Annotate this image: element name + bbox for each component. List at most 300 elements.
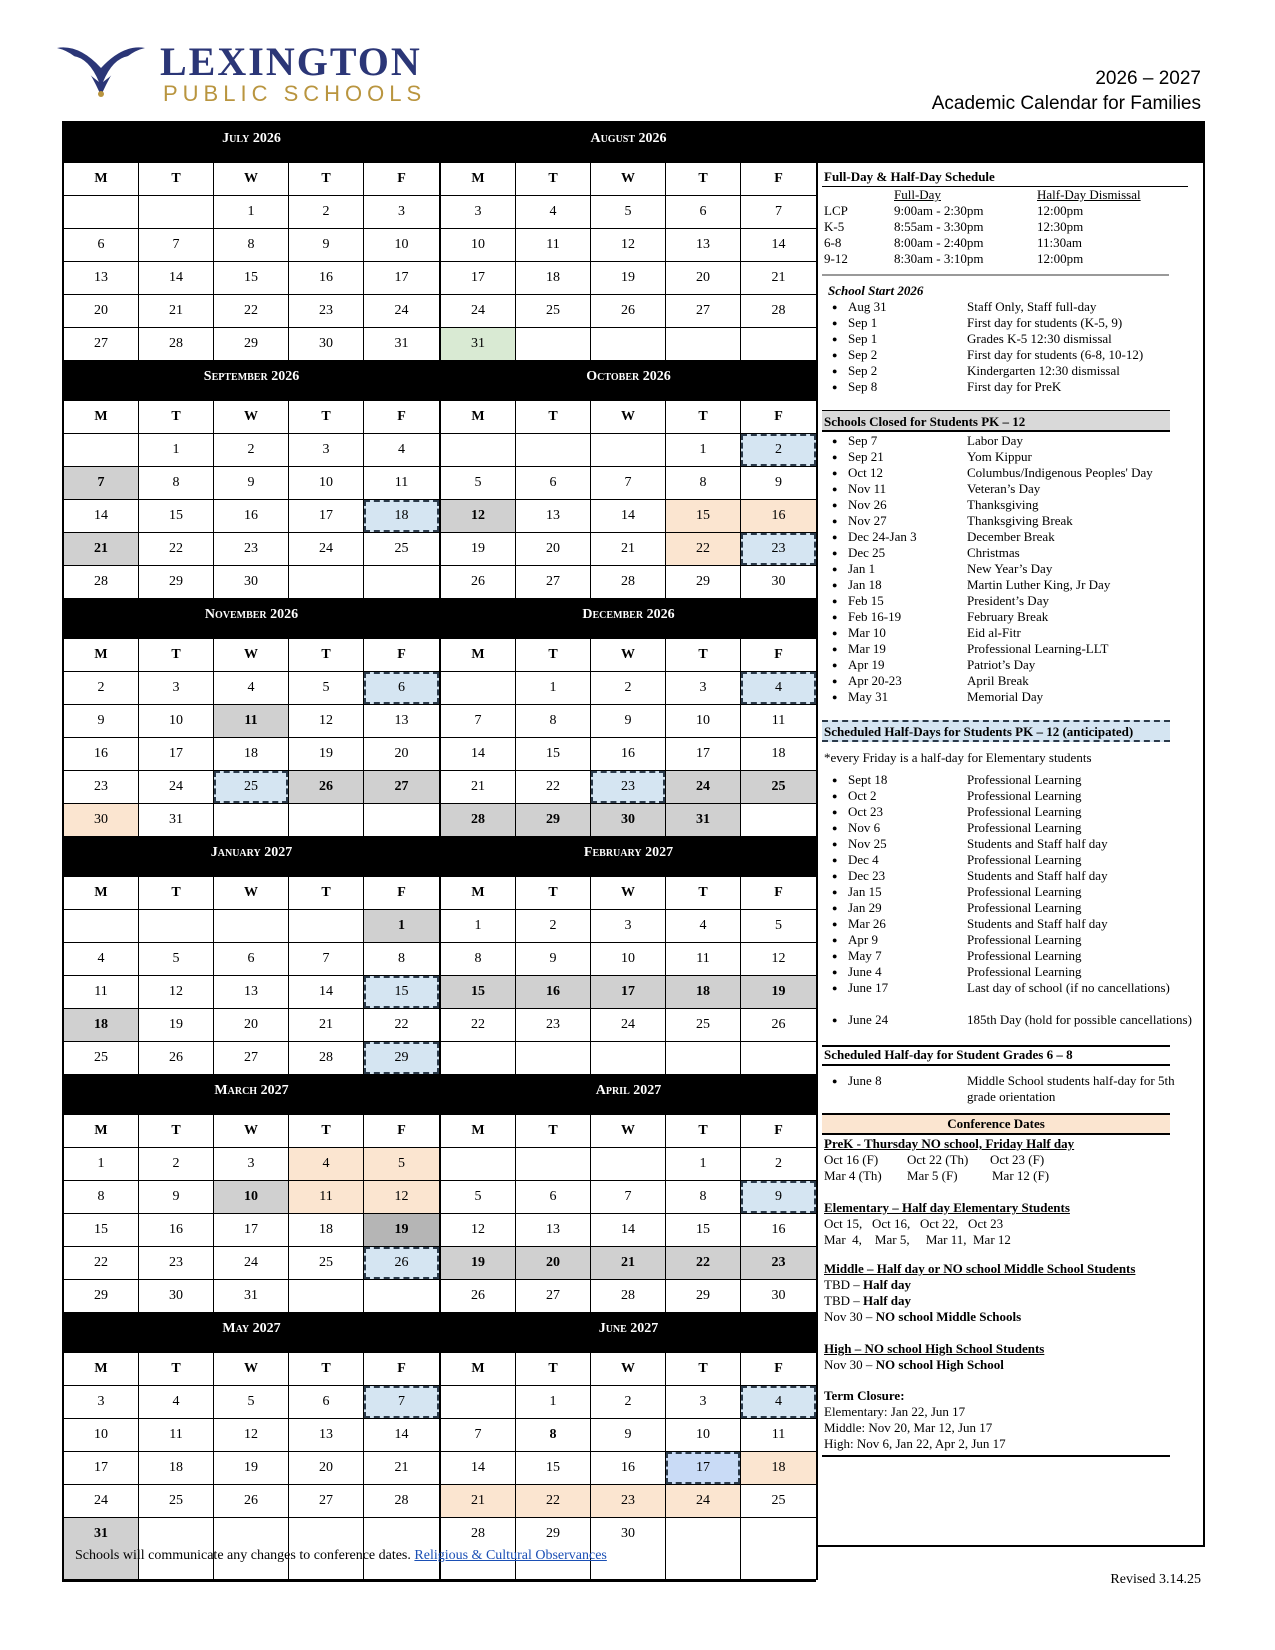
middle-line: Nov 30 – NO school Middle Schools [824, 1309, 1022, 1324]
day-cell: 7 [441, 1419, 516, 1452]
day-cell: 26 [214, 1485, 289, 1518]
day-cell: 21 [364, 1452, 439, 1485]
day-cell: 25 [364, 533, 439, 566]
day-cell: 4 [289, 1148, 364, 1181]
day-cell: 27 [289, 1485, 364, 1518]
day-cell: 4 [364, 434, 439, 467]
day-cell: 23 [591, 1485, 666, 1518]
day-cell: 30 [289, 328, 364, 361]
week-row [441, 771, 816, 804]
day-cell: 10 [214, 1181, 289, 1214]
day-cell: 26 [441, 1280, 516, 1313]
day-cell [139, 196, 214, 229]
week-row [441, 804, 816, 837]
month-title: April 2027 [441, 1075, 816, 1115]
day-cell: 20 [666, 262, 741, 295]
prek-date: Mar 12 (F) [992, 1168, 1050, 1183]
day-cell: 27 [516, 566, 591, 599]
month-nov [64, 599, 441, 837]
prek-title: PreK - Thursday NO school, Friday Half day [824, 1136, 1075, 1151]
weekday-header: M [64, 639, 139, 672]
day-cell: 3 [64, 1386, 139, 1419]
day-cell: 11 [139, 1419, 214, 1452]
day-cell: 12 [441, 1214, 516, 1247]
week-row [64, 1485, 439, 1518]
day-cell: 9 [289, 229, 364, 262]
high-title: High – NO school High School Students [824, 1341, 1045, 1356]
weekday-header: T [666, 1353, 741, 1386]
week-row [441, 1181, 816, 1214]
weekday-header: T [516, 877, 591, 910]
document-title: Academic Calendar for Families [931, 93, 1201, 114]
day-cell: 1 [666, 434, 741, 467]
half-days-note: *every Friday is a half-day for Elementary students [824, 750, 1092, 765]
day-cell: 6 [64, 229, 139, 262]
day-cell: 29 [364, 1042, 439, 1075]
week-row [441, 1485, 816, 1518]
week-row [64, 1042, 439, 1075]
day-cell: 11 [666, 943, 741, 976]
day-cell: 16 [591, 1452, 666, 1485]
month-apr [441, 1075, 818, 1313]
day-cell: 17 [591, 976, 666, 1009]
week-row [64, 1009, 439, 1042]
schedule-col-full: Full-Day [894, 187, 941, 202]
day-cell: 9 [64, 705, 139, 738]
day-cell: 19 [139, 1009, 214, 1042]
day-cell: 23 [64, 771, 139, 804]
day-cell: 2 [139, 1148, 214, 1181]
day-cell: 24 [364, 295, 439, 328]
day-cell: 1 [64, 1148, 139, 1181]
day-cell [289, 804, 364, 837]
week-row [441, 295, 816, 328]
day-cell: 17 [289, 500, 364, 533]
week-row [64, 1452, 439, 1485]
day-cell [666, 1042, 741, 1075]
day-cell: 24 [666, 771, 741, 804]
week-row [64, 1214, 439, 1247]
day-cell [591, 1148, 666, 1181]
week-row [441, 467, 816, 500]
day-cell: 5 [214, 1386, 289, 1419]
weekday-header: W [214, 401, 289, 434]
day-cell: 4 [666, 910, 741, 943]
school-start-title: School Start 2026 [828, 283, 924, 298]
day-cell: 10 [666, 1419, 741, 1452]
weekday-header: T [666, 1115, 741, 1148]
day-cell: 12 [139, 976, 214, 1009]
weekday-header: M [441, 163, 516, 196]
day-cell: 20 [214, 1009, 289, 1042]
day-cell: 29 [516, 804, 591, 837]
day-cell [591, 1042, 666, 1075]
weekday-header: F [364, 1115, 439, 1148]
day-cell [364, 804, 439, 837]
day-cell: 25 [516, 295, 591, 328]
week-row [441, 1042, 816, 1075]
day-cell: 1 [214, 196, 289, 229]
month-jul [64, 123, 441, 361]
week-row [64, 943, 439, 976]
day-cell: 21 [441, 1485, 516, 1518]
day-cell [516, 1042, 591, 1075]
month-title: March 2027 [64, 1075, 439, 1115]
prek-date: Mar 4 (Th) [824, 1168, 882, 1183]
day-cell: 3 [441, 196, 516, 229]
weekday-header: F [364, 163, 439, 196]
day-cell: 23 [741, 533, 816, 566]
day-cell: 21 [139, 295, 214, 328]
day-cell: 5 [741, 910, 816, 943]
week-row [64, 771, 439, 804]
day-cell: 13 [516, 500, 591, 533]
weekday-header: W [214, 1115, 289, 1148]
info-panel: Full-Day & Half-Day Schedule Full-Day Half-Day Dismissal LCP 9:00am - 2:30pm 12:00pm K-5 8:55am - 3:30pm 12:30pm 6-8 8:00am - 2:40pm 11:30am 9-12 8:30am - 3:10pm 12:00pm School Start 2026 Aug 31 Staff Only, Staff full-day Sep 1 First day for students (K-5, 9) Sep 1 Grades K-5 12:30 dismissal Sep 2 First day for students (6-8, 10-12) Sep 2 Kindergarten 12:30 dismissal Sep 8 First day for PreK Schools Closed for Students PK – 12 Sep 7 Labor Day Sep 21 Yom Kippur Oct 12 Columbus/Indigenous Peoples' Day Nov 11 Veteran’s Day Nov 26 Thanksgiving Nov 27 Thanksgiving Break Dec 24-Jan 3 December Break Dec 25 Christmas Jan 1 New Year’s Day Jan 18 Martin Luther King, Jr Day Feb 15 President’s Day Feb 16-19 February Break Mar 10 Eid al-Fitr Mar 19 Professional Learning-LLT Apr 19 Patriot’s Day Apr 20-23 April Break May 31 Memorial Day Scheduled Half-Days for Students PK – 12 (anticipated) *every Friday is a half-day for Elementary students Sept 18 Professional Learning Oct 2 Professional Learning Oct 23 Professional Learning Nov 6 Professional Learning Nov 25 Students and Staff half day Dec 4 Professional Learning Dec 23 Students and Staff half day Jan 15 Professional Learning Jan 29 Professional Learning Mar 26 Students and Staff half day Apr 9 Professional Learning May 7 Professional Learning June 4 Professional Learning June 17 Last day of school (if no cancellations) June 24 185th Day (hold for possible cancellations) Scheduled Half-day for Student Grades 6 – 8 June 8 Middle School students half-day for 5th grade orientation Conference Dates PreK - Thursday NO school, Friday Half day Oct 16 (F) Oct 22 (Th) Oct 23 (F) Mar 4 (Th) Mar 5 (F) Mar 12 (F) Elementary – Half day Elementary Students Oct 15, Oct 16, Oct 22, Oct 23 Mar 4, Mar 5, Mar 11, Mar 12 Middle – Half day or NO school Middle School Students TBD – Half day TBD – Half day Nov 30 – NO school Middle Schools High – NO school High School Students Nov 30 – NO school High School Term Closure: Elementary: Jan 22, Jun 17 Middle: Nov 20, Mar 12, Jun 17 High: Nov 6, Jan 22, Apr 2, Jun 17 [816, 121, 1205, 1547]
day-cell: 30 [591, 1518, 666, 1580]
day-cell: 15 [516, 738, 591, 771]
day-cell: 2 [289, 196, 364, 229]
month-dec [441, 599, 818, 837]
day-cell [516, 1148, 591, 1181]
day-cell: 18 [289, 1214, 364, 1247]
month-row [64, 599, 816, 837]
week-row [441, 672, 816, 705]
weekday-header: M [441, 877, 516, 910]
weekday-header: W [591, 639, 666, 672]
week-row [441, 1148, 816, 1181]
prek-date: Oct 16 (F) [824, 1152, 879, 1167]
day-cell: 11 [741, 705, 816, 738]
month-aug [441, 123, 818, 361]
day-cell: 31 [666, 804, 741, 837]
week-row [64, 295, 439, 328]
week-row [64, 1148, 439, 1181]
day-cell: 2 [591, 1386, 666, 1419]
day-cell: 24 [214, 1247, 289, 1280]
day-cell: 29 [139, 566, 214, 599]
day-cell: 14 [139, 262, 214, 295]
month-title: September 2026 [64, 361, 439, 401]
day-cell [591, 434, 666, 467]
schedule-title: Full-Day & Half-Day Schedule [824, 169, 995, 184]
middle-line: TBD – Half day [824, 1277, 912, 1292]
month-jun [441, 1313, 818, 1580]
day-cell: 20 [516, 533, 591, 566]
day-cell: 24 [289, 533, 364, 566]
week-row [441, 705, 816, 738]
day-cell: 26 [441, 566, 516, 599]
schedule-half: 12:30pm [1037, 219, 1084, 234]
day-cell: 16 [741, 500, 816, 533]
day-cell: 15 [139, 500, 214, 533]
weekday-header: W [591, 401, 666, 434]
day-cell: 2 [64, 672, 139, 705]
weekday-header: T [516, 1353, 591, 1386]
weekday-header: W [214, 639, 289, 672]
day-cell: 2 [214, 434, 289, 467]
day-cell: 15 [64, 1214, 139, 1247]
schedule-half: 12:00pm [1037, 203, 1084, 218]
day-cell: 24 [666, 1485, 741, 1518]
day-cell: 9 [139, 1181, 214, 1214]
day-cell: 18 [516, 262, 591, 295]
day-cell: 25 [666, 1009, 741, 1042]
month-title: July 2026 [64, 123, 439, 163]
weekday-header: T [289, 163, 364, 196]
week-row [441, 434, 816, 467]
weekday-header: M [64, 1353, 139, 1386]
half-days-title: Scheduled Half-Days for Students PK – 12 (anticipated) [824, 724, 1134, 739]
day-cell: 1 [441, 910, 516, 943]
day-cell: 29 [666, 1280, 741, 1313]
day-cell: 7 [591, 467, 666, 500]
weekday-header: M [441, 1115, 516, 1148]
weekday-header: M [441, 639, 516, 672]
weekday-header: T [289, 1353, 364, 1386]
day-cell: 20 [289, 1452, 364, 1485]
day-cell: 16 [64, 738, 139, 771]
day-cell [441, 672, 516, 705]
schedule-full: 8:00am - 2:40pm [894, 235, 984, 250]
day-cell: 3 [666, 1386, 741, 1419]
day-cell: 21 [591, 533, 666, 566]
day-cell: 11 [516, 229, 591, 262]
day-cell: 18 [741, 1452, 816, 1485]
day-cell: 28 [441, 1518, 516, 1580]
day-cell: 31 [139, 804, 214, 837]
day-cell: 28 [591, 1280, 666, 1313]
day-cell: 7 [441, 705, 516, 738]
day-cell [666, 1518, 741, 1580]
day-cell: 7 [289, 943, 364, 976]
day-cell: 28 [741, 295, 816, 328]
day-cell: 12 [289, 705, 364, 738]
day-cell: 19 [289, 738, 364, 771]
day-cell: 8 [666, 1181, 741, 1214]
weekday-header: T [139, 877, 214, 910]
day-cell: 23 [214, 533, 289, 566]
weekday-header: T [516, 639, 591, 672]
day-cell: 25 [741, 771, 816, 804]
day-cell: 7 [591, 1181, 666, 1214]
day-cell: 16 [741, 1214, 816, 1247]
day-cell: 13 [516, 1214, 591, 1247]
weekday-header: F [741, 401, 816, 434]
day-cell: 27 [666, 295, 741, 328]
day-cell: 14 [441, 1452, 516, 1485]
week-row [441, 328, 816, 361]
day-cell: 10 [441, 229, 516, 262]
day-cell [516, 328, 591, 361]
month-row [64, 837, 816, 1075]
month-row [64, 361, 816, 599]
day-cell [289, 910, 364, 943]
day-cell: 23 [289, 295, 364, 328]
day-cell: 9 [591, 705, 666, 738]
schedule-half: 11:30am [1037, 235, 1083, 250]
month-mar [64, 1075, 441, 1313]
day-cell: 18 [64, 1009, 139, 1042]
day-cell: 5 [591, 196, 666, 229]
day-cell: 29 [516, 1518, 591, 1580]
day-cell [214, 804, 289, 837]
day-cell: 4 [64, 943, 139, 976]
month-row [64, 1075, 816, 1313]
middle-line: TBD – Half day [824, 1293, 912, 1308]
month-jan [64, 837, 441, 1075]
week-row [64, 196, 439, 229]
day-cell: 23 [139, 1247, 214, 1280]
footer-note: Schools will communicate any changes to conference dates. Religious & Cultural Observances [75, 1548, 607, 1563]
day-cell: 11 [364, 467, 439, 500]
day-cell: 25 [64, 1042, 139, 1075]
schedule-grade: 6-8 [824, 235, 842, 250]
day-cell: 5 [441, 467, 516, 500]
day-cell: 10 [591, 943, 666, 976]
week-row [441, 1214, 816, 1247]
day-cell: 5 [441, 1181, 516, 1214]
weekday-header: W [214, 1353, 289, 1386]
term-closure-middle: Middle: Nov 20, Mar 12, Jun 17 [824, 1420, 993, 1435]
day-cell: 8 [516, 1419, 591, 1452]
weekday-header: F [741, 1115, 816, 1148]
day-cell: 12 [591, 229, 666, 262]
day-cell: 30 [64, 804, 139, 837]
week-row [441, 1280, 816, 1313]
district-logo [55, 39, 455, 106]
day-cell: 13 [214, 976, 289, 1009]
day-cell: 5 [364, 1148, 439, 1181]
day-cell: 17 [214, 1214, 289, 1247]
day-cell: 16 [214, 500, 289, 533]
day-cell: 18 [666, 976, 741, 1009]
observances-link[interactable]: Religious & Cultural Observances [414, 1548, 607, 1563]
day-cell: 14 [591, 500, 666, 533]
day-cell: 22 [139, 533, 214, 566]
day-cell [289, 566, 364, 599]
day-cell: 15 [441, 976, 516, 1009]
day-cell [441, 1386, 516, 1419]
day-cell: 8 [64, 1181, 139, 1214]
day-cell: 26 [591, 295, 666, 328]
revised-date: Revised 3.14.25 [1110, 1572, 1201, 1587]
day-cell: 17 [64, 1452, 139, 1485]
day-cell: 30 [741, 1280, 816, 1313]
day-cell: 26 [741, 1009, 816, 1042]
day-cell [741, 1518, 816, 1580]
day-cell: 13 [666, 229, 741, 262]
day-cell [64, 196, 139, 229]
day-cell: 8 [666, 467, 741, 500]
day-cell: 13 [64, 262, 139, 295]
day-cell [441, 1042, 516, 1075]
day-cell: 14 [441, 738, 516, 771]
middle-title: Middle – Half day or NO school Middle School Students [824, 1261, 1136, 1276]
day-cell: 18 [214, 738, 289, 771]
prek-date: Oct 22 (Th) [907, 1152, 969, 1167]
week-row [64, 804, 439, 837]
weekday-header: W [591, 1353, 666, 1386]
day-cell: 6 [666, 196, 741, 229]
day-cell: 15 [666, 1214, 741, 1247]
day-cell: 2 [741, 1148, 816, 1181]
weekday-header: T [289, 1115, 364, 1148]
term-closure-high: High: Nov 6, Jan 22, Apr 2, Jun 17 [824, 1436, 1006, 1451]
week-row [64, 738, 439, 771]
month-title: February 2027 [441, 837, 816, 877]
week-row [64, 910, 439, 943]
day-cell: 13 [364, 705, 439, 738]
day-cell: 29 [214, 328, 289, 361]
day-cell: 8 [214, 229, 289, 262]
prek-date: Oct 23 (F) [990, 1152, 1045, 1167]
lexington-crest-icon [55, 42, 147, 98]
day-cell: 21 [741, 262, 816, 295]
day-cell [741, 1042, 816, 1075]
month-title: August 2026 [441, 123, 816, 163]
day-cell [64, 434, 139, 467]
day-cell: 5 [289, 672, 364, 705]
day-cell: 21 [441, 771, 516, 804]
day-cell: 8 [364, 943, 439, 976]
week-row [64, 566, 439, 599]
day-cell: 20 [516, 1247, 591, 1280]
week-row [441, 943, 816, 976]
week-row [441, 910, 816, 943]
week-row [64, 705, 439, 738]
weekday-header: F [364, 639, 439, 672]
week-row [64, 328, 439, 361]
day-cell: 7 [64, 467, 139, 500]
week-row [441, 262, 816, 295]
day-cell [666, 328, 741, 361]
day-cell: 7 [139, 229, 214, 262]
conference-title: Conference Dates [947, 1116, 1045, 1131]
weekday-header: F [741, 639, 816, 672]
day-cell: 3 [591, 910, 666, 943]
school-year: 2026 – 2027 [1095, 68, 1201, 89]
elementary-dates: Oct 15, Oct 16, Oct 22, Oct 23 [824, 1216, 1004, 1231]
day-cell: 26 [139, 1042, 214, 1075]
day-cell: 14 [289, 976, 364, 1009]
day-cell: 28 [139, 328, 214, 361]
weekday-header: T [666, 639, 741, 672]
day-cell: 1 [666, 1148, 741, 1181]
district-name: LEXINGTON [160, 39, 422, 84]
day-cell: 22 [516, 1485, 591, 1518]
weekday-header: M [64, 401, 139, 434]
day-cell: 27 [364, 771, 439, 804]
day-cell [741, 804, 816, 837]
day-cell: 9 [741, 1181, 816, 1214]
day-cell: 16 [516, 976, 591, 1009]
day-cell: 17 [139, 738, 214, 771]
day-cell: 31 [441, 328, 516, 361]
day-cell: 28 [364, 1485, 439, 1518]
day-cell: 19 [441, 533, 516, 566]
day-cell: 1 [364, 910, 439, 943]
day-cell: 21 [289, 1009, 364, 1042]
day-cell: 3 [289, 434, 364, 467]
prek-date: Mar 5 (F) [907, 1168, 958, 1183]
week-row [441, 1419, 816, 1452]
day-cell: 19 [741, 976, 816, 1009]
week-row [64, 672, 439, 705]
month-title: January 2027 [64, 837, 439, 877]
weekday-header: M [64, 1115, 139, 1148]
day-cell: 31 [64, 1518, 139, 1580]
